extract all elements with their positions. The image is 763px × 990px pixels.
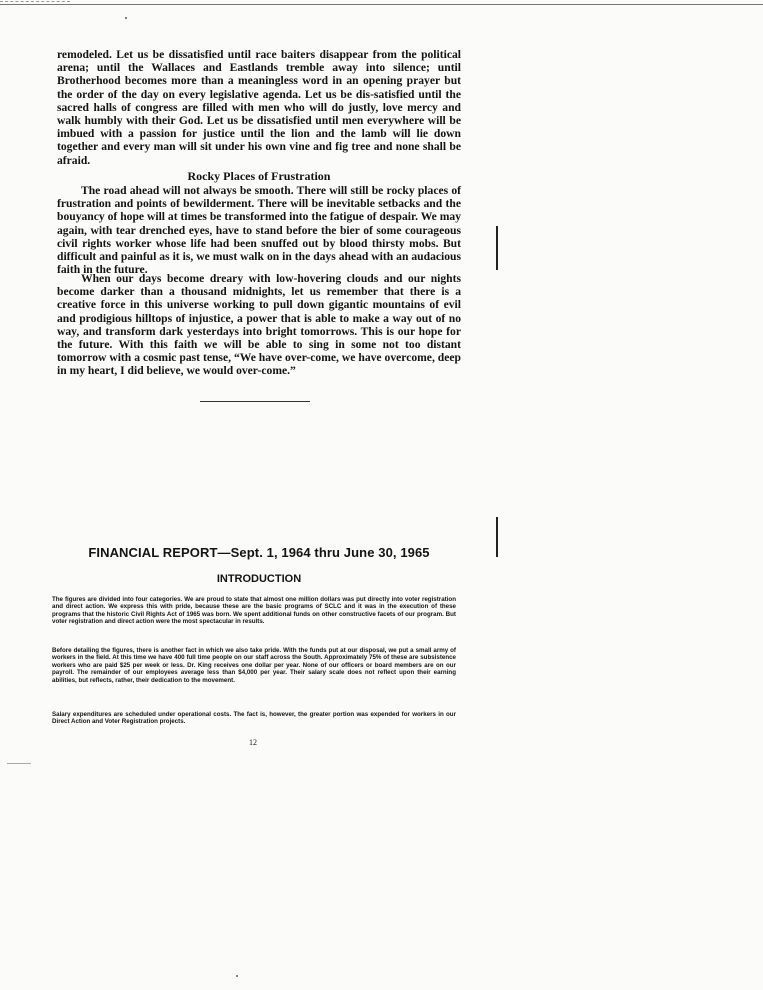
scan-speck [7, 763, 31, 764]
report-paragraph: The figures are divided into four categories. We are proud to state that almost one million dollars was put directly into voter registration and direct action. We express this with pride, because these are the basic programs of SCLC and it was in the execution of these programs that the historic Civil Rights Act of 1965 was born. We spent additional funds on other constructive facets of our program. But voter registration and direct action were the most spectacular in results. [52, 596, 456, 626]
introduction-heading: INTRODUCTION [216, 573, 302, 585]
report-paragraph: Before detailing the figures, there is another fact in which we also take pride. With the funds put at our disposal, we put a small army of workers in the field. At this time we have 400 full time people on our staff across the South. Approximately 75% of these are subsistence workers who are paid $25 per week or less. Dr. King receives one dollar per year. None of our officers or board members are on our payroll. The remainder of our employees average less than $4,000 per year. Their salary scale does not reflect upon their earning abilities, but reflects, rather, their dedication to the movement. [52, 647, 456, 684]
financial-report-title: FINANCIAL REPORT—Sept. 1, 1964 thru June 30, 1965 [88, 545, 430, 560]
scan-edge [0, 4, 763, 7]
margin-mark [496, 226, 498, 270]
scan-speck [125, 17, 127, 19]
section-divider [200, 401, 310, 402]
margin-mark [496, 517, 498, 557]
scan-edge-dash [0, 1, 70, 3]
scan-speck [236, 975, 238, 977]
body-paragraph: The road ahead will not always be smooth. There will still be rocky places of frustration and points of bewilderment. There will be inevitable setbacks and the bouyancy of hope will at times be transformed into the fatigue of despair. We may again, with tear drenched eyes, have to stand before the bier of some courageous civil rights worker whose life had been snuffed out by blood thirsty mobs. But difficult and painful as it is, we must walk on in the days ahead with an audacious faith in the future. [57, 184, 461, 277]
report-paragraph: Salary expenditures are scheduled under operational costs. The fact is, however, the greater portion was expended for workers in our Direct Action and Voter Registration projects. [52, 711, 456, 726]
section-heading: Rocky Places of Frustration [187, 169, 331, 183]
body-paragraph: remodeled. Let us be dissatisfied until race baiters disappear from the political arena; until the Wallaces and Eastlands tremble away into silence; until Brotherhood becomes more than a meaningless word in an opening prayer but the order of the day on every legislative agenda. Let us be dis-satisfied until the sacred halls of congress are filled with men who will do justly, love mercy and walk humbly with their God. Let us be dissatisfied until men everywhere will be imbued with a passion for justice until the lion and the lamb will lie down together and every man will sit under his own vine and fig tree and none shall be afraid. [57, 48, 461, 167]
body-paragraph: When our days become dreary with low-hovering clouds and our nights become darker than a thousand midnights, let us remember that there is a creative force in this universe working to pull down gigantic mountains of evil and prodigious hilltops of injustice, a power that is able to make a way out of no way, and transform dark yesterdays into bright tomorrows. This is our hope for the future. With this faith we will be able to sing in some not too distant tomorrow with a cosmic past tense, “We have over-come, we have overcome, deep in my heart, I did believe, we would over-come.” [57, 272, 461, 378]
page-number: 12 [249, 738, 257, 747]
